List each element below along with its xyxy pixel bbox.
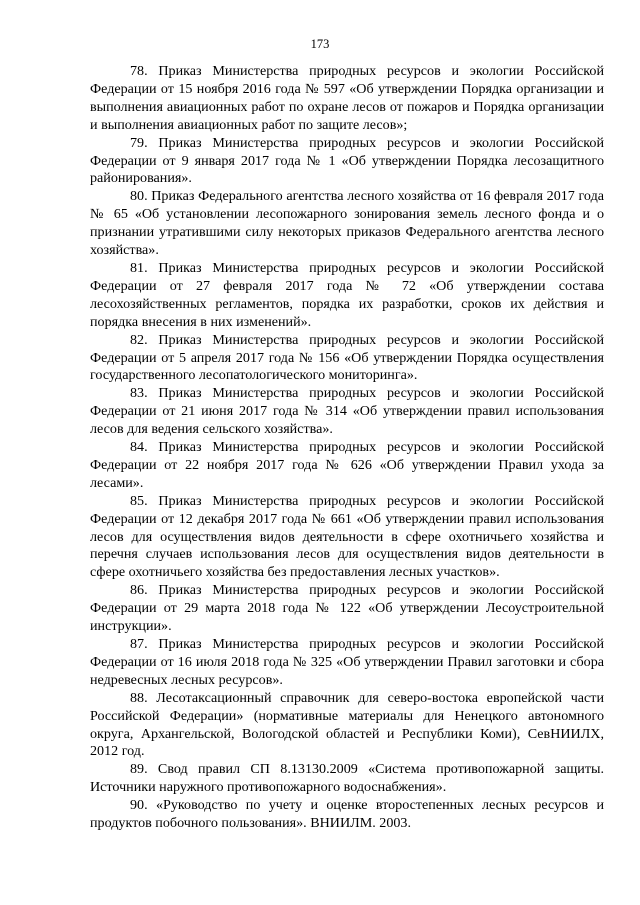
reference-entry-89: 89. Свод правил СП 8.13130.2009 «Система противопожарной защиты. Источники наружного противопожарного водоснабжения».	[90, 761, 604, 796]
reference-entry-85: 85. Приказ Министерства природных ресурсов и экологии Российской Федерации от 12 декабря 2017 года № 661 «Об утверждении правил использования лесов для осуществления видов деятельности в сфере охотничьего хозяйства и перечня случаев использования лесов для осуществления видов деятельности в сфере охотничьего хозяйства без предоставления лесных участков».	[90, 492, 604, 581]
reference-entry-90: 90. «Руководство по учету и оценке второстепенных лесных ресурсов и продуктов побочного пользования». ВНИИЛМ. 2003.	[90, 797, 604, 832]
page-number: 173	[310, 37, 330, 51]
reference-entry-79: 79. Приказ Министерства природных ресурсов и экологии Российской Федерации от 9 января 2017 года № 1 «Об утверждении Порядка лесозащитного районирования».	[90, 134, 604, 187]
reference-entry-78: 78. Приказ Министерства природных ресурсов и экологии Российской Федерации от 15 ноября 2016 года № 597 «Об утверждении Порядка организации и выполнения авиационных работ по охране лесов от пожаров и Порядка организации и выполнения авиационных работ по защите лесов»;	[90, 63, 604, 133]
reference-entry-87: 87. Приказ Министерства природных ресурсов и экологии Российской Федерации от 16 июля 2018 года № 325 «Об утверждении Правил заготовки и сбора недревесных лесных ресурсов».	[90, 636, 604, 688]
reference-entry-84: 84. Приказ Министерства природных ресурсов и экологии Российской Федерации от 22 ноября 2017 года № 626 «Об утверждении Правил ухода за лесами».	[90, 439, 604, 491]
reference-entry-83: 83. Приказ Министерства природных ресурсов и экологии Российской Федерации от 21 июня 2017 года № 314 «Об утверждении правил использования лесов для ведения сельского хозяйства».	[90, 385, 604, 438]
reference-entry-82: 82. Приказ Министерства природных ресурсов и экологии Российской Федерации от 5 апреля 2017 года № 156 «Об утверждении Порядка осуществления государственного лесопатологического мониторинга».	[90, 331, 604, 384]
reference-list	[90, 63, 604, 833]
reference-entry-86: 86. Приказ Министерства природных ресурсов и экологии Российской Федерации от 29 марта 2018 года № 122 «Об утверждении Лесоустроительной инструкции».	[90, 582, 604, 635]
reference-entry-81: 81. Приказ Министерства природных ресурсов и экологии Российской Федерации от 27 февраля 2017 года № 72 «Об утверждении состава лесохозяйственных регламентов, порядка их разработки, сроков их действия и порядка внесения в них изменений».	[90, 259, 604, 330]
reference-entry-80: 80. Приказ Федерального агентства лесного хозяйства от 16 февраля 2017 года № 65 «Об установлении лесопожарного зонирования земель лесного фонда и о признании утратившими силу некоторых приказов Федерального агентства лесного хозяйства».	[90, 188, 604, 259]
reference-entry-88: 88. Лесотаксационный справочник для северо-востока европейской части Российской Федерации» (нормативные материалы для Ненецкого автономного округа, Архангельской, Вологодской областей и Республики Коми), СевНИИЛХ, 2012 год.	[90, 689, 604, 760]
